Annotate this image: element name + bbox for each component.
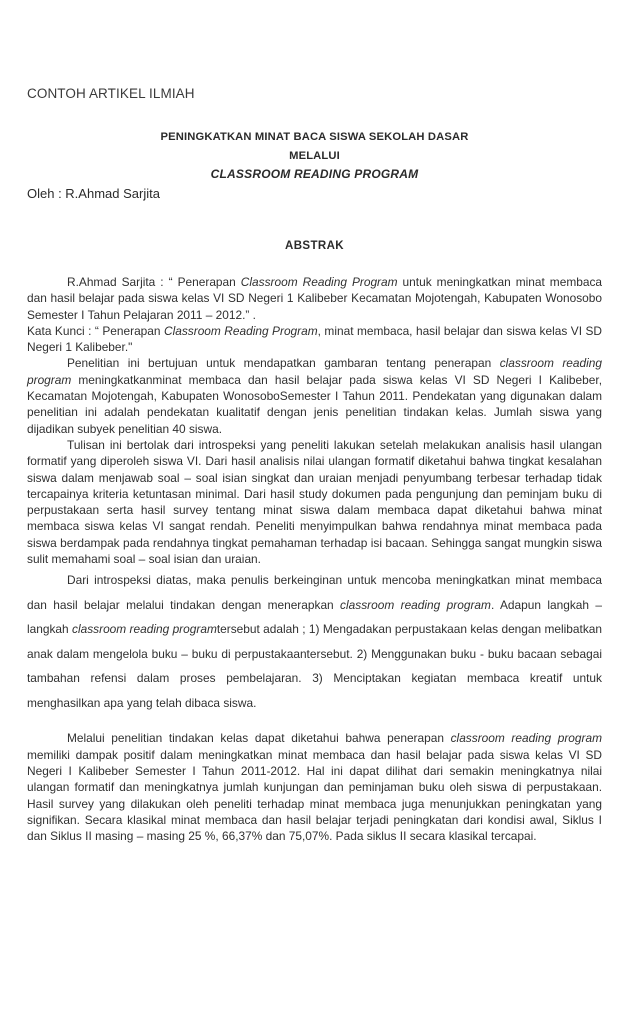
background-text: Tulisan ini bertolak dari introspeksi yang peneliti lakukan setelah melakukan analisis hasil ulangan formatif yang diperoleh siswa VI. Dari hasil analisis nilai ulangan formatif diketahui bahwa tingkat kesalahan siswa dalam menjawab soal – soal isian singkat dan uraian menjadi penyumbang terbesar terhadap tidak tercapainya kriteria ketuntasan minimal. Dari hasil study dokumen pada pengunjung dan peminjam buku di perpustakaan serta hasil survey tentang minat siswa dalam membaca dapat diketahui bahwa minat membaca siswa kelas VI sangat rendah. Peneliti menyimpulkan bahwa rendahnya minat membaca pada siswa berdampak pada rendahnya tingkat pemahaman terhadap isi bacaan. Sehingga sangat mungkin siswa sulit memahami soal – soal isian dan uraian. [27,437,602,567]
steps-text-b: . Adapun langkah – langkah [27,597,602,637]
keywords-title-italic: Classroom Reading Program [164,323,318,338]
paragraph-abstract-citation [27,274,602,323]
steps-title-italic-1: classroom reading program [340,597,491,612]
title-line-1: PENINGKATKAN MINAT BACA SISWA SEKOLAH DASAR [160,131,469,143]
keywords-text-a: Kata Kunci : “ Penerapan [27,323,164,338]
abstract-body [27,274,602,844]
results-text-a: Melalui penelitian tindakan kelas dapat diketahui bahwa penerapan [67,731,451,746]
paragraph-keywords [27,323,602,356]
paragraph-background [27,437,602,567]
results-text-b: memiliki dampak positif dalam meningkatkan minat membaca dan hasil belajar pada siswa kelas VI SD Negeri I Kalibeber Semester I Tahun 2011-2012. Hal ini dapat dilihat dari semakin meningkatnya nilai ulangan formatif dan meningkatnya jumlah kunjungan dan peminjaman buku oleh siswa di perpustakaan. Hasil survey yang dilakukan oleh peneliti terhadap minat membaca juga menunjukkan peningkatan yang signifikan. Secara klasikal minat membaca dan hasil belajar terjadi peningkatan dari kondisi awal, Siklus I dan Siklus II masing – masing 25 %, 66,37% dan 75,07%. Pada siklus II secara klasikal tercapai. [27,747,602,844]
results-title-italic: classroom reading program [450,731,602,746]
abstract-heading: ABSTRAK [284,240,345,252]
citation-text-b: untuk meningkatkan minat membaca dan hasil belajar pada siswa kelas VI SD Negeri 1 Kalibeber Kecamatan Mojotengah, Kabupaten Wonosobo Semester I Tahun Pelajaran 2011 – 2012.” . [27,275,603,322]
title-block [27,128,602,184]
document-label: CONTOH ARTIKEL ILMIAH [27,86,195,101]
author-line: Oleh : R.Ahmad Sarjita [27,186,160,201]
title-line-3: CLASSROOM READING PROGRAM [210,167,419,181]
steps-text-a: Dari introspeksi diatas, maka penulis berkeinginan untuk mencoba meningkatkan minat membaca dan hasil belajar melalui tindakan dengan menerapkan [27,573,602,612]
paragraph-steps [27,568,602,715]
paragraph-objective [27,355,602,436]
steps-title-italic-2: classroom reading program [72,622,217,637]
objective-text-b: meningkatkanminat membaca dan hasil belajar pada siswa kelas VI SD Negeri I Kalibeber, Kecamatan Mojotengah, Kabupaten WonosoboSemester I Tahun 2011. Pendekatan yang digunakan dalam penelitian ini adalah pendekatan kualitatif dengan jenis penelitian tindakan kelas. Jumlah siswa yang dijadikan subyek penelitian 40 siswa. [27,372,602,436]
paragraph-results [27,730,602,844]
citation-title-italic: Classroom Reading Program [240,275,398,289]
citation-text-a: R.Ahmad Sarjita : “ Penerapan [67,275,241,289]
title-line-2: MELALUI [289,149,340,162]
objective-text-a: Penelitian ini bertujuan untuk mendapatkan gambaran tentang penerapan [67,356,500,371]
steps-text-c: tersebut adalah ; 1) Mengadakan perpustakaan kelas dengan melibatkan anak dalam mengelola buku – buku di perpustakaantersebut. 2) Menggunakan buku - buku bacaan sebagai tambahan refensi dalam proses pembelajaran. 3) Menciptakan kegiatan membaca kreatif untuk menghasilkan apa yang telah dibaca siswa. [27,622,602,710]
objective-title-italic: classroom reading program [27,356,603,387]
keywords-text-b: , minat membaca, hasil belajar dan siswa kelas VI SD Negeri 1 Kalibeber." [27,323,602,355]
